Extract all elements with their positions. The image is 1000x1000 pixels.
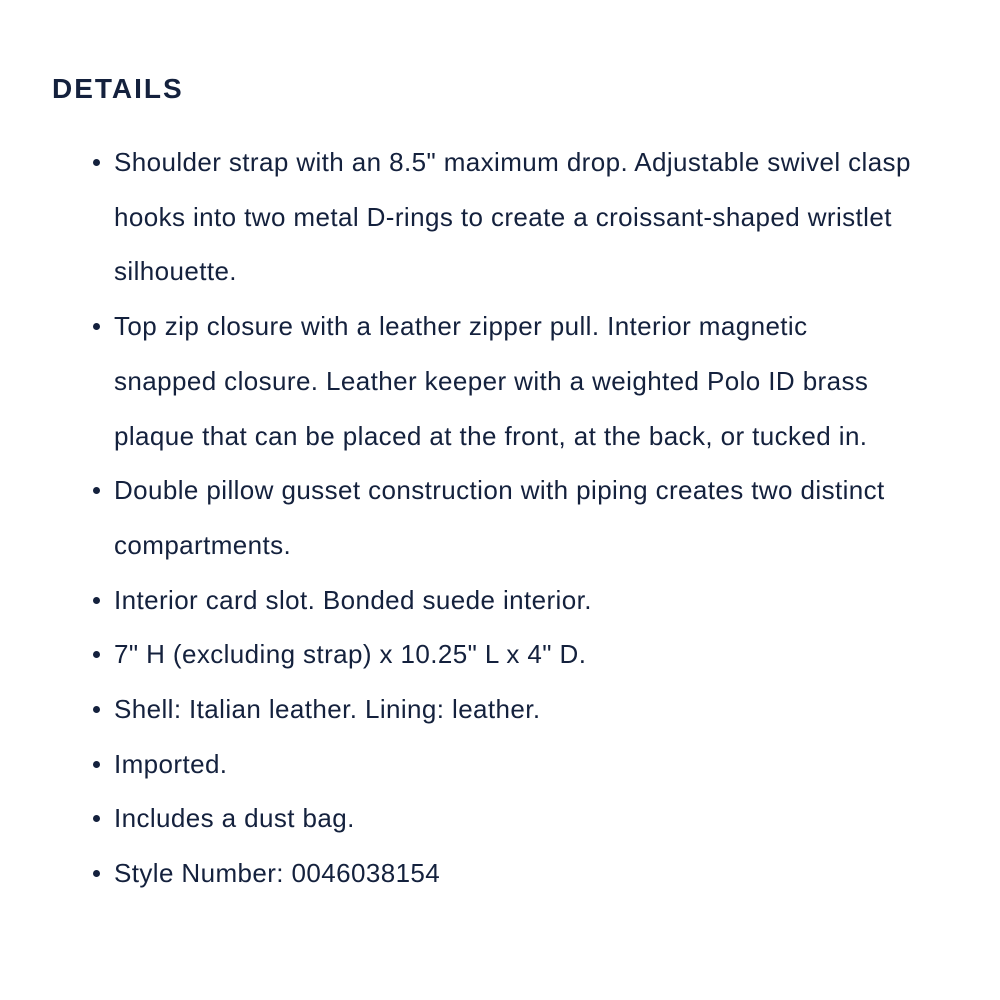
list-item <box>114 299 914 463</box>
list-item-text: Double pillow gusset construction with piping creates two distinct compartments. <box>114 475 885 560</box>
list-item <box>114 791 914 846</box>
list-item <box>114 627 914 682</box>
details-list <box>114 135 914 901</box>
list-item-text: 7" H (excluding strap) x 10.25" L x 4" D. <box>114 639 587 670</box>
list-item <box>114 463 914 572</box>
list-item-text: Shoulder strap with an 8.5" maximum drop. Adjustable swivel clasp hooks into two metal D-rings to create a croissant-shaped wristlet silhouette. <box>114 147 911 287</box>
list-item <box>114 682 914 737</box>
list-item-text: Top zip closure with a leather zipper pull. Interior magnetic snapped closure. Leather keeper with a weighted Polo ID brass plaque that can be placed at the front, at the back, or tucked in. <box>114 311 869 451</box>
bullet-icon <box>93 597 100 604</box>
bullet-icon <box>93 706 100 713</box>
list-item <box>114 846 914 901</box>
details-heading: DETAILS <box>52 73 184 104</box>
list-item-text: Interior card slot. Bonded suede interior. <box>114 584 592 615</box>
bullet-icon <box>93 323 100 330</box>
bullet-icon <box>93 159 100 166</box>
list-item-text: Style Number: 0046038154 <box>114 858 441 889</box>
list-item <box>114 135 914 299</box>
bullet-icon <box>93 651 100 658</box>
bullet-icon <box>93 487 100 494</box>
list-item-text: Imported. <box>114 748 228 779</box>
bullet-icon <box>93 815 100 822</box>
list-item <box>114 737 914 792</box>
list-item-text: Includes a dust bag. <box>114 803 355 834</box>
bullet-icon <box>93 870 100 877</box>
bullet-icon <box>93 761 100 768</box>
list-item-text: Shell: Italian leather. Lining: leather. <box>114 694 541 725</box>
list-item <box>114 573 914 628</box>
